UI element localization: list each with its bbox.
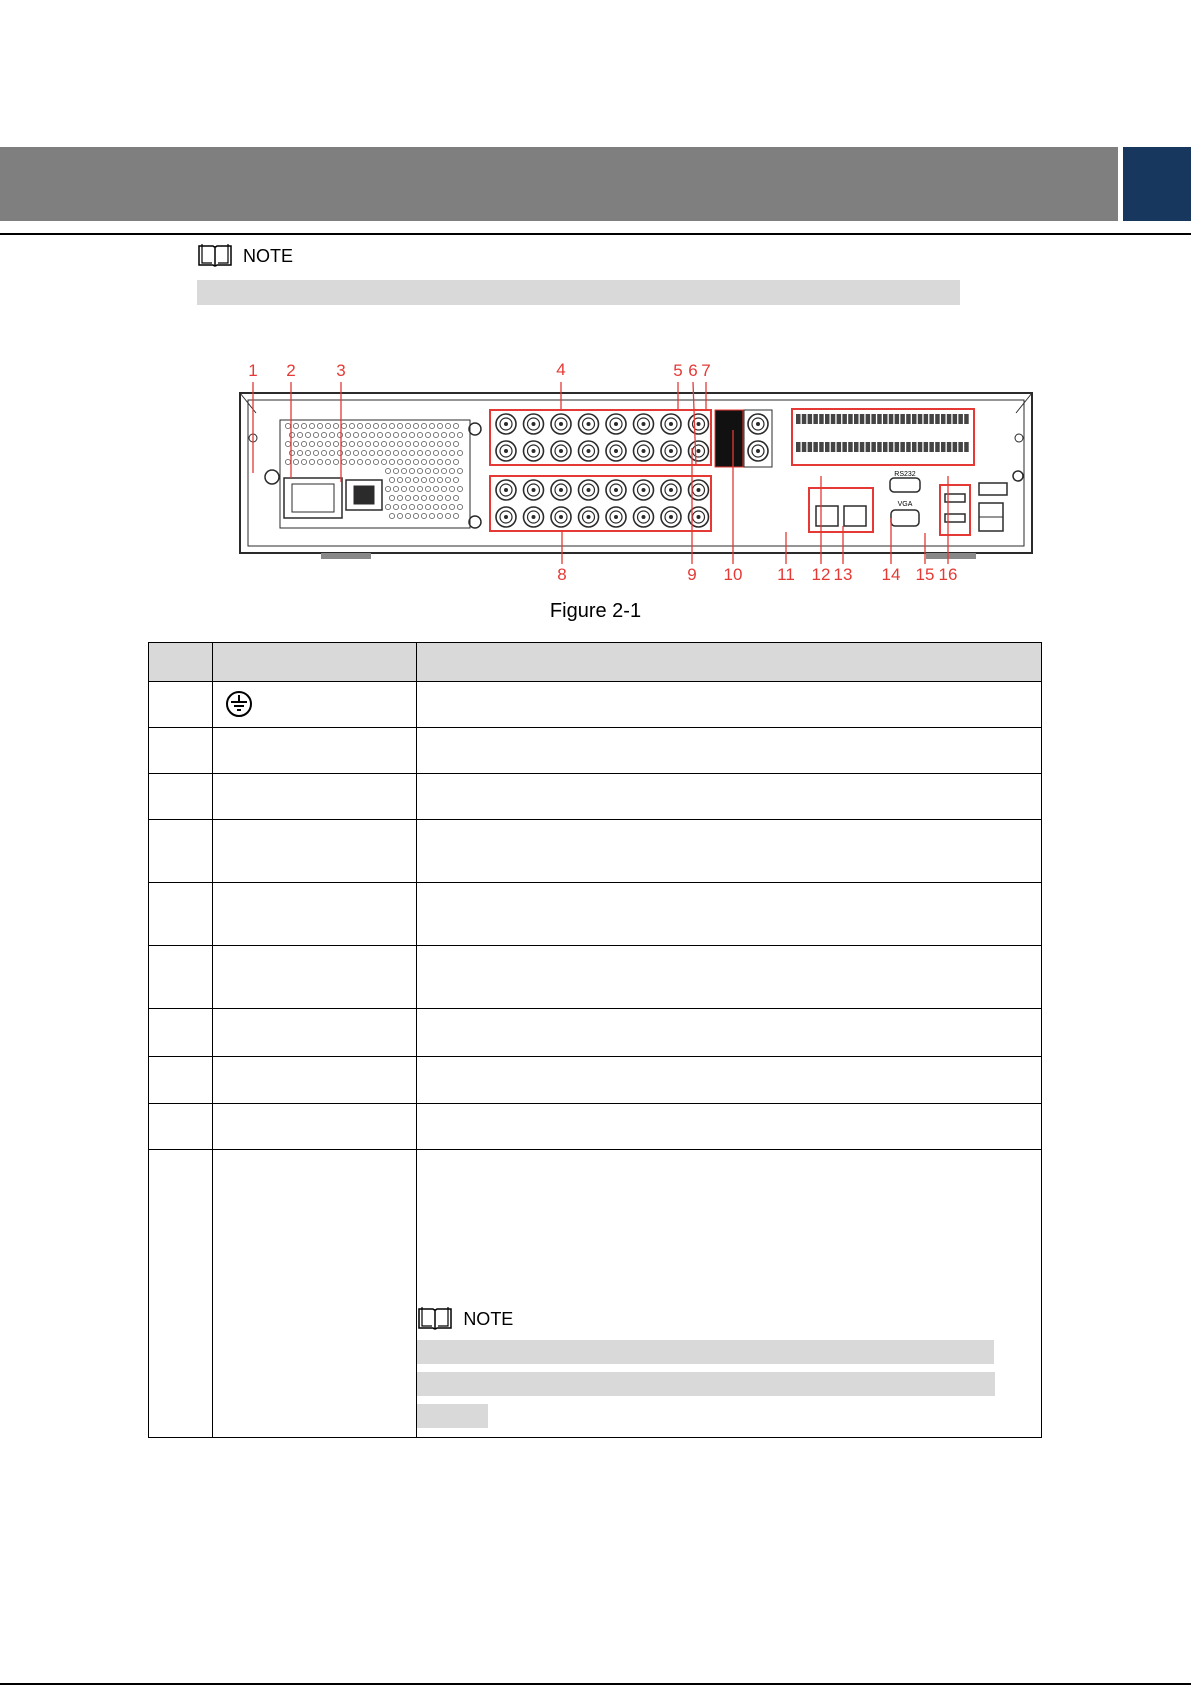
table-row [149, 883, 1042, 946]
callout-7: 7 [701, 361, 711, 380]
redacted-line [417, 1372, 995, 1396]
redacted-line [417, 1404, 488, 1428]
callout-4: 4 [556, 360, 566, 379]
book-icon [417, 1306, 453, 1332]
table-row [149, 1104, 1042, 1150]
callout-14: 14 [881, 565, 901, 584]
chapter-header-bar [0, 147, 1118, 221]
table-row [149, 774, 1042, 820]
callout-6: 6 [688, 361, 698, 380]
callout-1: 1 [248, 361, 258, 380]
ground-icon [225, 690, 253, 718]
callout-9: 9 [687, 565, 697, 584]
cell-note-label: NOTE [463, 1308, 514, 1329]
redacted-line [417, 1340, 994, 1364]
callout-10: 10 [723, 565, 743, 584]
rear-panel-figure [236, 358, 1036, 593]
redacted-note-text [197, 280, 960, 305]
table-row [149, 682, 1042, 728]
table-header-row [149, 643, 1042, 682]
rear-panel-table [148, 642, 1042, 1438]
table-row [149, 1057, 1042, 1104]
callout-3: 3 [336, 361, 346, 380]
table-row [149, 728, 1042, 774]
callout-5: 5 [673, 361, 683, 380]
callout-16: 16 [938, 565, 958, 584]
callout-8: 8 [557, 565, 567, 584]
table-row [149, 820, 1042, 883]
rs232-label: RS232 [894, 471, 916, 478]
table-row [149, 1150, 1042, 1438]
chapter-number-block [1123, 147, 1191, 221]
table-row [149, 1009, 1042, 1057]
callout-2: 2 [286, 361, 296, 380]
callout-12: 12 [811, 565, 831, 584]
note-label: NOTE [243, 245, 294, 266]
book-icon [197, 243, 233, 269]
callout-15: 15 [915, 565, 935, 584]
power-supply [265, 420, 481, 528]
figure-caption: Figure 2-1 [549, 600, 642, 622]
callout-13: 13 [833, 565, 853, 584]
note-heading [197, 243, 293, 269]
cell-note-heading [417, 1306, 1041, 1332]
header-divider [0, 233, 1191, 235]
callout-11: 11 [777, 565, 795, 584]
table-row [149, 946, 1042, 1009]
vga-label: VGA [897, 501, 913, 508]
